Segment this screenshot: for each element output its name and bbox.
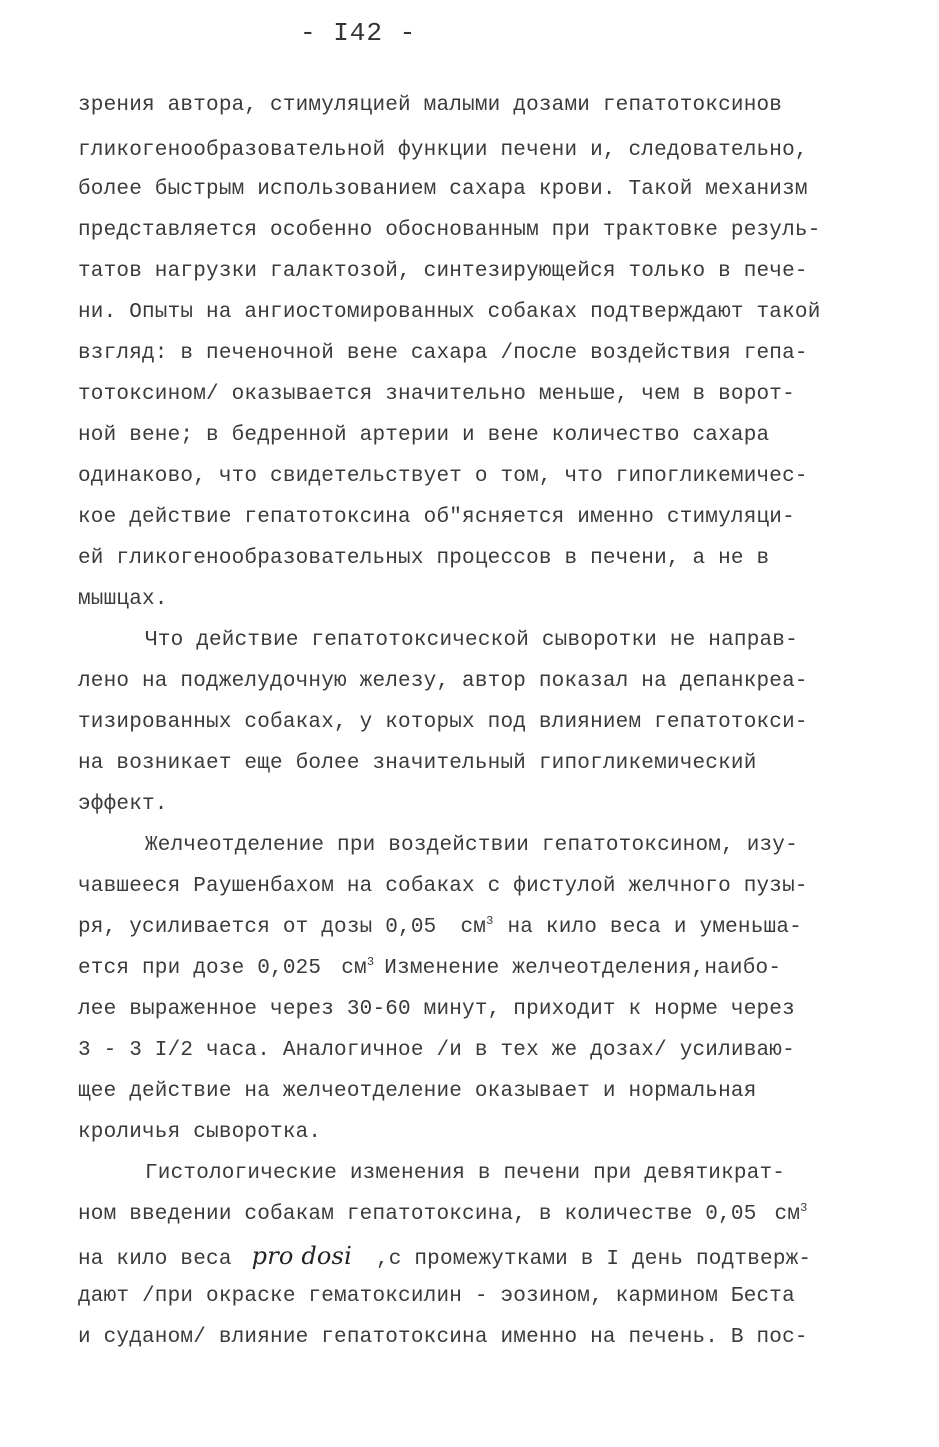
text-line: чавшееся Раушенбахом на собаках с фистулой желчного пузы-	[78, 875, 808, 898]
text-line: Гистологические изменения в печени при девятикрат-	[145, 1162, 786, 1185]
text-line: эффект.	[78, 793, 168, 816]
text-line: тотоксином/ оказывается значительно меньше, чем в ворот-	[78, 383, 795, 406]
text-line: щее действие на желчеотделение оказывает и нормальная	[78, 1080, 757, 1103]
text-line: татов нагрузки галактозой, синтезирующейся только в пече-	[78, 260, 808, 283]
text-line-with-unit	[78, 1201, 808, 1229]
text-line: ей гликогенообразовательных процессов в печени, а не в	[78, 547, 770, 570]
text-segment: ря, усиливается от дозы 0,05	[78, 916, 437, 939]
text-line: лено на поджелудочную железу, автор показал на депанкреа-	[78, 670, 808, 693]
text-line: ной вене; в бедренной артерии и вене количество сахара	[78, 424, 770, 447]
text-line: Что действие гепатотоксической сыворотки не направ-	[145, 629, 798, 652]
text-line: представляется особенно обоснованным при трактовке резуль-	[78, 219, 821, 242]
text-line: одинаково, что свидетельствует о том, что гипогликемичес-	[78, 465, 808, 488]
text-line-with-unit	[78, 955, 781, 983]
text-line: мышцах.	[78, 588, 168, 611]
unit-exponent: 3	[366, 955, 375, 969]
text-segment: на кило веса и уменьша-	[507, 916, 802, 939]
unit: см	[341, 957, 367, 980]
text-line: зрения автора, стимуляцией малыми дозами гепатотоксинов	[78, 94, 783, 117]
text-segment: ется при дозе 0,025	[78, 957, 322, 980]
text-line: кое действие гепатотоксина об"ясняется именно стимуляци-	[78, 506, 795, 529]
page-number: - I42 -	[300, 18, 417, 48]
text-segment: Изменение желчеотделения,наибо-	[384, 957, 782, 980]
text-line: 3 - 3 I/2 часа. Аналогичное /и в тех же дозах/ усиливаю-	[78, 1039, 795, 1062]
text-line: взгляд: в печеночной вене сахара /после воздействия гепа-	[78, 342, 808, 365]
unit-exponent: 3	[800, 1201, 808, 1215]
text-segment: на кило веса	[78, 1248, 232, 1271]
text-line: тизированных собаках, у которых под влиянием гепатотокси-	[78, 711, 808, 734]
text-line: гликогенообразовательной функции печени и, следовательно,	[78, 139, 808, 162]
text-line: более быстрым использованием сахара крови. Такой механизм	[78, 178, 808, 201]
text-segment: ,с промежутками в I день подтверж-	[375, 1248, 812, 1271]
text-line: лее выраженное через 30-60 минут, приходит к норме через	[78, 998, 795, 1021]
text-line: ни. Опыты на ангиостомированных собаках подтверждают такой	[78, 301, 821, 324]
unit: см	[774, 1203, 801, 1226]
unit: см	[460, 916, 487, 939]
text-line: дают /при окраске гематоксилин - эозином, кармином Беста	[78, 1285, 795, 1308]
text-line: Желчеотделение при воздействии гепатотоксином, изу-	[145, 834, 798, 857]
text-segment: ном введении собакам гепатотоксина, в количестве 0,05	[78, 1203, 757, 1226]
text-line-with-handwriting	[78, 1242, 811, 1274]
text-line: кроличья сыворотка.	[78, 1121, 322, 1144]
text-line: и суданом/ влияние гепатотоксина именно на печень. В пос-	[78, 1326, 808, 1349]
unit-exponent: 3	[486, 914, 494, 928]
text-line-with-unit	[78, 914, 802, 942]
text-line: на возникает еще более значительный гипогликемический	[78, 752, 757, 775]
handwritten-insert: pro dosi	[251, 1242, 352, 1270]
